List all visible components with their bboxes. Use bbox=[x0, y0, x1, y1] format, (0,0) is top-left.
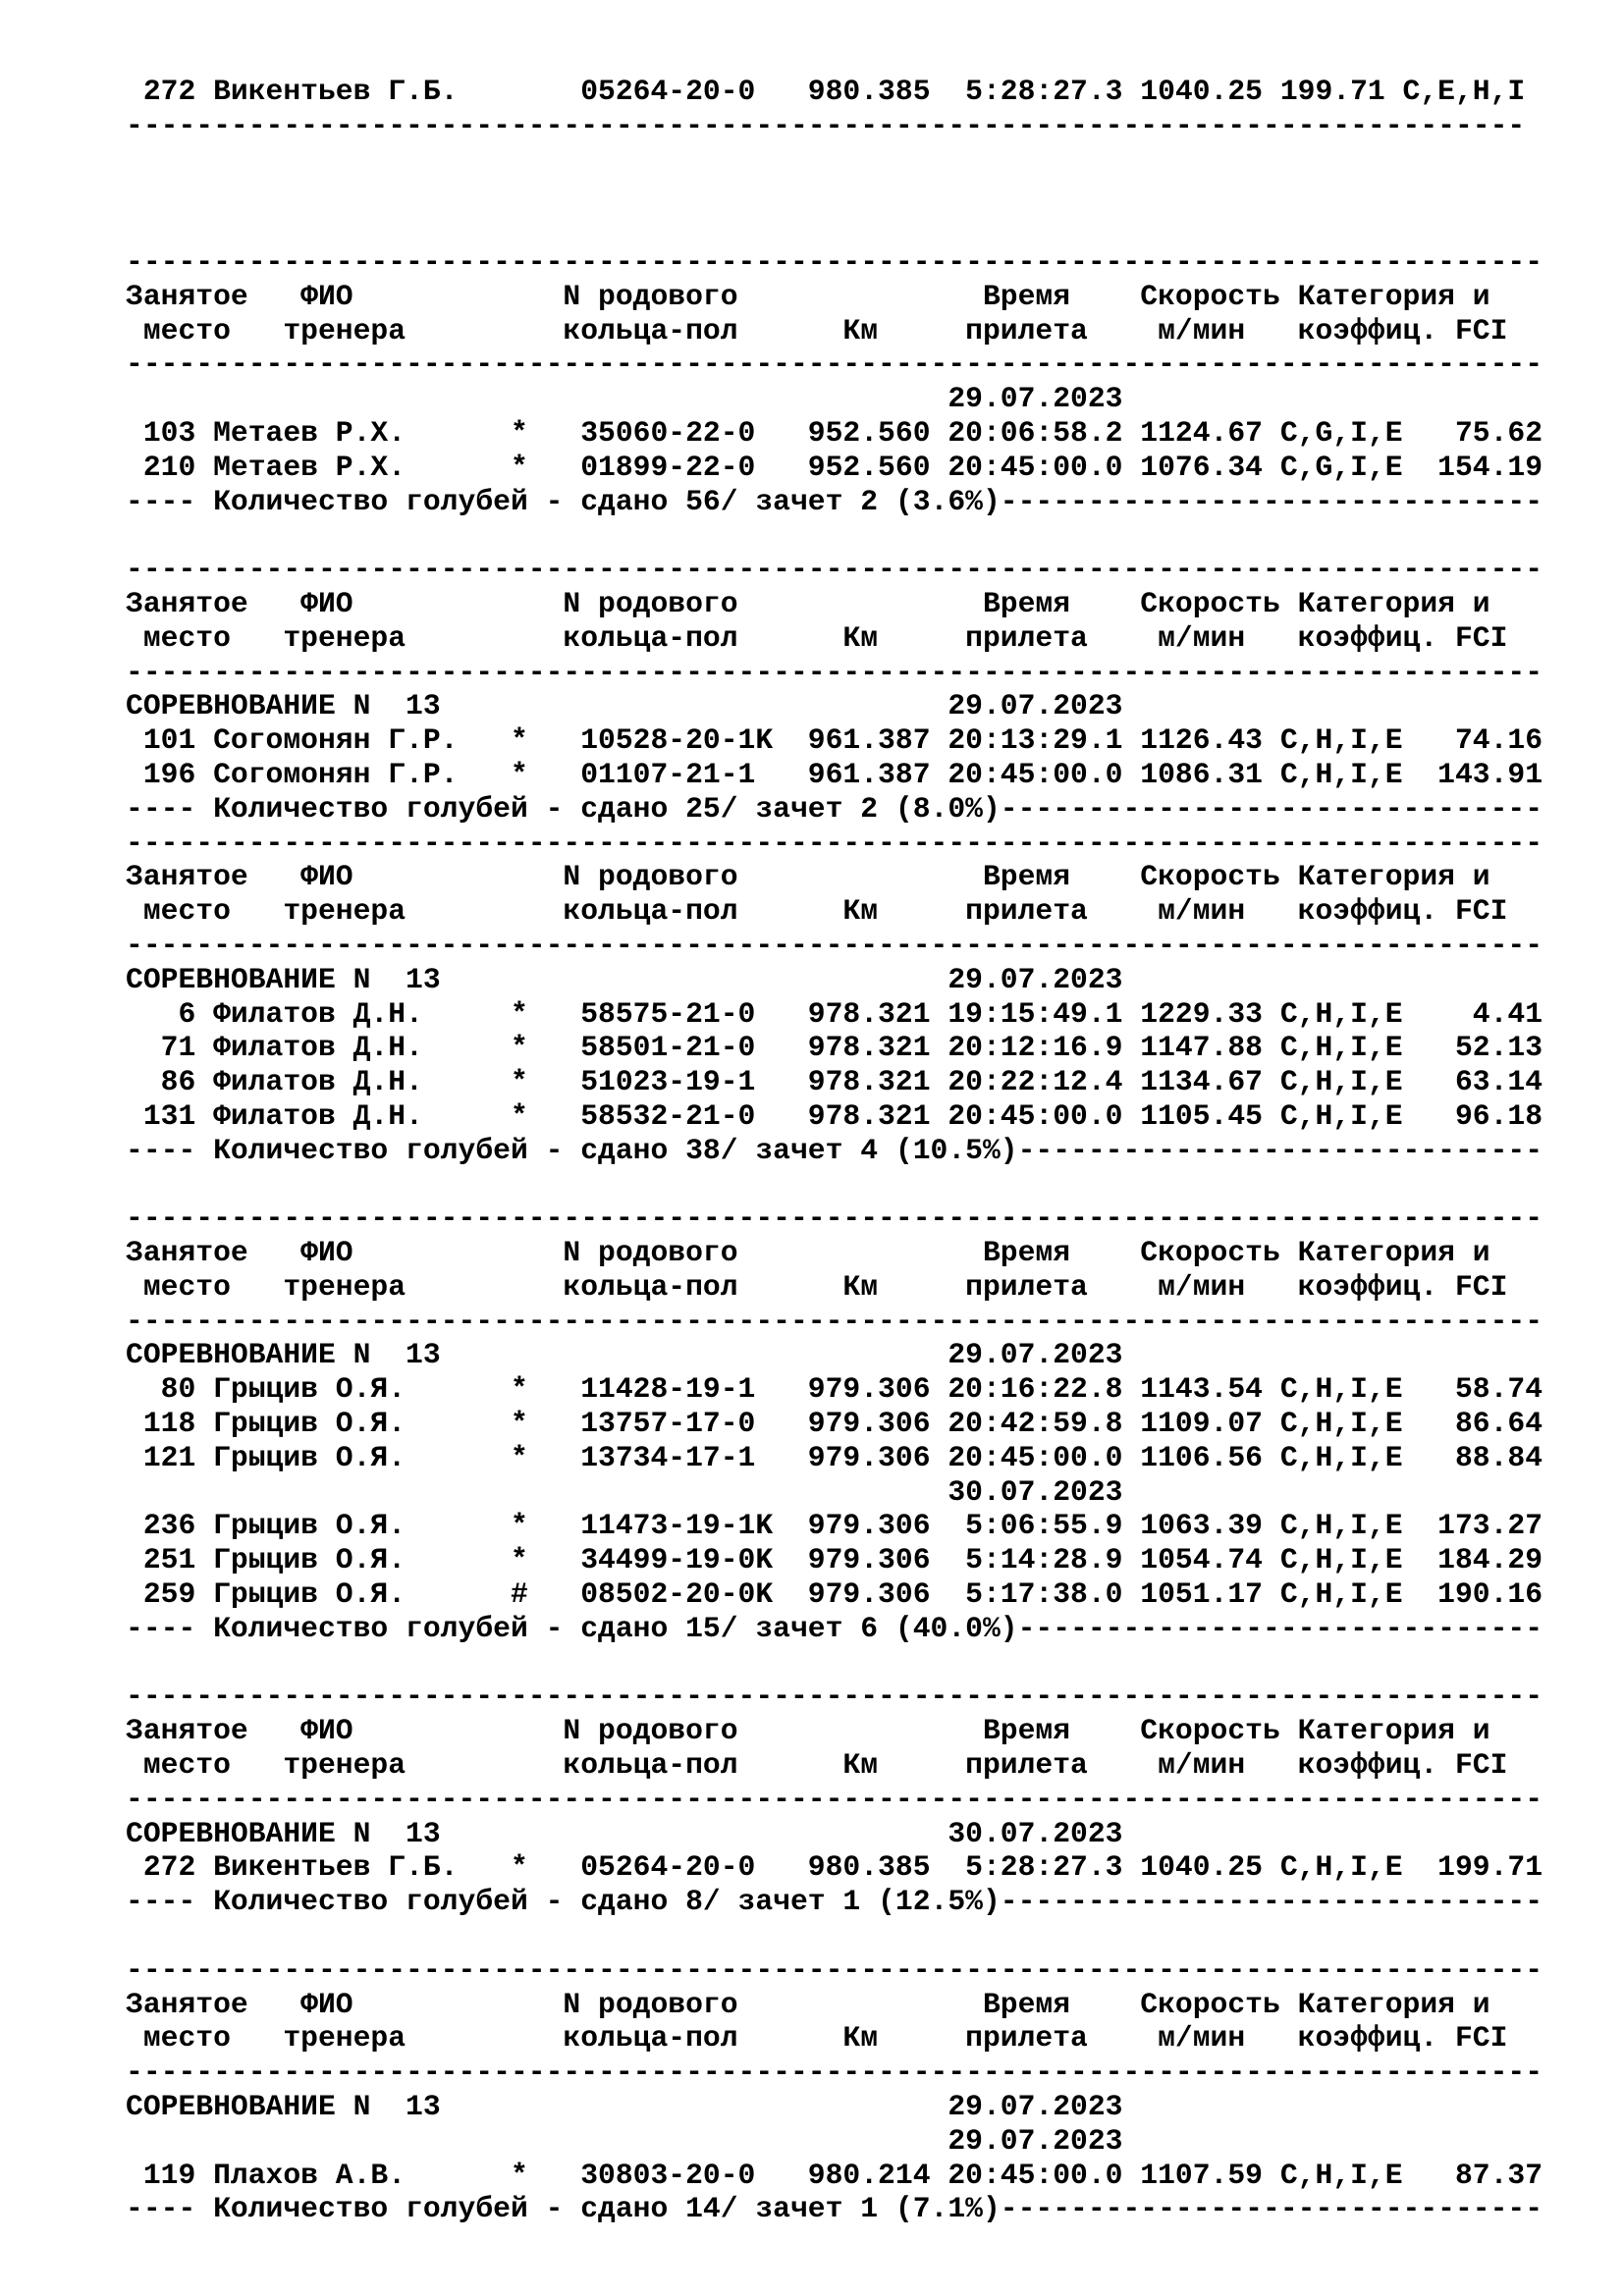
competition-line: СОРЕВНОВАНИЕ N 13 29.07.2023 bbox=[126, 689, 1123, 723]
separator-line: --------------------------------------------------------------------------------- bbox=[126, 1201, 1543, 1236]
result-row: 251 Грыцив О.Я. * 34499-19-0K 979.306 5:14:28.9 1054.74 C,H,I,E 184.29 bbox=[126, 1543, 1543, 1577]
competition-line: СОРЕВНОВАНИЕ N 13 29.07.2023 bbox=[126, 962, 1123, 996]
competition-line: СОРЕВНОВАНИЕ N 13 29.07.2023 bbox=[126, 1338, 1123, 1372]
separator-line: --------------------------------------------------------------------------------- bbox=[126, 1952, 1543, 1987]
column-header: Занятое ФИО N родового Время Скорость Категория и bbox=[126, 860, 1490, 894]
summary-line: ---- Количество голубей - сдано 25/ зачет 2 (8.0%)------------------------------- bbox=[126, 791, 1543, 826]
column-header: место тренера кольца-пол Км прилета м/мин коэффиц. FCI bbox=[126, 620, 1508, 655]
result-row: 259 Грыцив О.Я. # 08502-20-0K 979.306 5:17:38.0 1051.17 C,H,I,E 190.16 bbox=[126, 1577, 1543, 1612]
summary-line: ---- Количество голубей - сдано 15/ зачет 6 (40.0%)------------------------------ bbox=[126, 1611, 1543, 1645]
summary-line: ---- Количество голубей - сдано 8/ зачет 1 (12.5%)------------------------------- bbox=[126, 1885, 1543, 1919]
column-header: место тренера кольца-пол Км прилета м/мин коэффиц. FCI bbox=[126, 1269, 1508, 1304]
summary-line: ---- Количество голубей - сдано 56/ зачет 2 (3.6%)------------------------------- bbox=[126, 484, 1543, 518]
blank-line bbox=[126, 1919, 1543, 1953]
result-row: 118 Грыцив О.Я. * 13757-17-0 979.306 20:42:59.8 1109.07 C,H,I,E 86.64 bbox=[126, 1407, 1543, 1441]
separator-line: --------------------------------------------------------------------------------- bbox=[126, 553, 1543, 587]
blank-line bbox=[126, 1168, 1543, 1202]
result-row: 272 Викентьев Г.Б. 05264-20-0 980.385 5:28:27.3 1040.25 199.71 C,E,H,I bbox=[126, 75, 1526, 108]
column-header: место тренера кольца-пол Км прилета м/мин коэффиц. FCI bbox=[126, 1748, 1508, 1783]
result-row: 210 Метаев Р.Х. * 01899-22-0 952.560 20:45:00.0 1076.34 C,G,I,E 154.19 bbox=[126, 450, 1543, 484]
separator-line: --------------------------------------------------------------------------------- bbox=[126, 244, 1543, 279]
date-line: 29.07.2023 bbox=[126, 382, 1123, 416]
separator-line: --------------------------------------------------------------------------------- bbox=[126, 655, 1543, 689]
column-header: Занятое ФИО N родового Время Скорость Категория и bbox=[126, 586, 1490, 620]
result-row: 6 Филатов Д.Н. * 58575-21-0 978.321 19:15:49.1 1229.33 C,H,I,E 4.41 bbox=[126, 996, 1543, 1031]
result-row: 121 Грыцив О.Я. * 13734-17-1 979.306 20:45:00.0 1106.56 C,H,I,E 88.84 bbox=[126, 1440, 1543, 1474]
separator-line: --------------------------------------------------------------------------------- bbox=[126, 1782, 1543, 1816]
result-row: 272 Викентьев Г.Б. * 05264-20-0 980.385 5:28:27.3 1040.25 C,H,I,E 199.71 bbox=[126, 1850, 1543, 1885]
blank-line bbox=[126, 518, 1543, 553]
result-row: 119 Плахов А.В. * 30803-20-0 980.214 20:45:00.0 1107.59 C,H,I,E 87.37 bbox=[126, 2158, 1543, 2192]
date-line: 30.07.2023 bbox=[126, 1474, 1123, 1509]
result-row: 86 Филатов Д.Н. * 51023-19-1 978.321 20:22:12.4 1134.67 C,H,I,E 63.14 bbox=[126, 1065, 1543, 1099]
date-line: 29.07.2023 bbox=[126, 2123, 1123, 2158]
blank-line bbox=[126, 177, 1543, 211]
separator-line: -------------------------------------------------------------------------------- bbox=[126, 108, 1526, 142]
column-header: место тренера кольца-пол Км прилета м/мин коэффиц. FCI bbox=[126, 894, 1508, 929]
results-report bbox=[126, 75, 1543, 2226]
result-row: 71 Филатов Д.Н. * 58501-21-0 978.321 20:12:16.9 1147.88 C,H,I,E 52.13 bbox=[126, 1031, 1543, 1065]
separator-line: --------------------------------------------------------------------------------- bbox=[126, 347, 1543, 382]
competition-line: СОРЕВНОВАНИЕ N 13 30.07.2023 bbox=[126, 1816, 1123, 1850]
column-header: Занятое ФИО N родового Время Скорость Категория и bbox=[126, 279, 1490, 313]
column-header: Занятое ФИО N родового Время Скорость Категория и bbox=[126, 1987, 1490, 2021]
blank-line bbox=[126, 1646, 1543, 1681]
summary-line: ---- Количество голубей - сдано 38/ зачет 4 (10.5%)------------------------------ bbox=[126, 1133, 1543, 1167]
result-row: 103 Метаев Р.Х. * 35060-22-0 952.560 20:06:58.2 1124.67 C,G,I,E 75.62 bbox=[126, 415, 1543, 450]
result-row: 80 Грыцив О.Я. * 11428-19-1 979.306 20:16:22.8 1143.54 C,H,I,E 58.74 bbox=[126, 1372, 1543, 1407]
separator-line: --------------------------------------------------------------------------------- bbox=[126, 1304, 1543, 1338]
result-row: 131 Филатов Д.Н. * 58532-21-0 978.321 20:45:00.0 1105.45 C,H,I,E 96.18 bbox=[126, 1098, 1543, 1133]
blank-line bbox=[126, 143, 1543, 178]
competition-line: СОРЕВНОВАНИЕ N 13 29.07.2023 bbox=[126, 2090, 1123, 2124]
separator-line: --------------------------------------------------------------------------------- bbox=[126, 826, 1543, 860]
column-header: Занятое ФИО N родового Время Скорость Категория и bbox=[126, 1236, 1490, 1270]
separator-line: --------------------------------------------------------------------------------- bbox=[126, 928, 1543, 962]
summary-line: ---- Количество голубей - сдано 14/ зачет 1 (7.1%)------------------------------- bbox=[126, 2192, 1543, 2226]
column-header: Занятое ФИО N родового Время Скорость Категория и bbox=[126, 1714, 1490, 1748]
result-row: 236 Грыцив О.Я. * 11473-19-1K 979.306 5:06:55.9 1063.39 C,H,I,E 173.27 bbox=[126, 1509, 1543, 1543]
result-row: 101 Согомонян Г.Р. * 10528-20-1K 961.387 20:13:29.1 1126.43 C,H,I,E 74.16 bbox=[126, 723, 1543, 758]
blank-line bbox=[126, 211, 1543, 245]
result-row: 196 Согомонян Г.Р. * 01107-21-1 961.387 20:45:00.0 1086.31 C,H,I,E 143.91 bbox=[126, 757, 1543, 791]
separator-line: --------------------------------------------------------------------------------- bbox=[126, 2056, 1543, 2090]
separator-line: --------------------------------------------------------------------------------- bbox=[126, 1680, 1543, 1714]
column-header: место тренера кольца-пол Км прилета м/мин коэффиц. FCI bbox=[126, 313, 1508, 347]
column-header: место тренера кольца-пол Км прилета м/мин коэффиц. FCI bbox=[126, 2021, 1508, 2056]
